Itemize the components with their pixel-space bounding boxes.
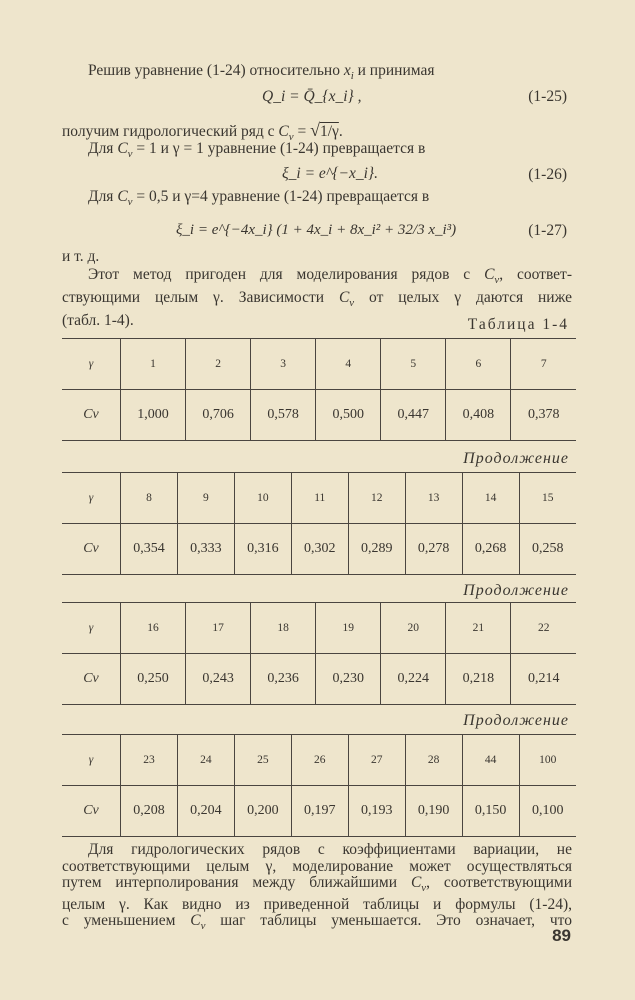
paragraph-cv1: Для $C_v = 1$ и γ = 1 уравнение (1-24) превращается в <box>88 140 426 161</box>
gamma-cell: 11 <box>291 473 348 524</box>
gamma-cell: 10 <box>234 473 291 524</box>
gamma-cell: 25 <box>234 735 291 786</box>
cv-row <box>62 524 576 575</box>
gamma-cell: 16 <box>121 603 186 654</box>
gamma-cell: 24 <box>177 735 234 786</box>
gamma-cell: 13 <box>405 473 462 524</box>
paragraph-method: Этот метод пригоден для моделирования рядов с $C_v$, соответ- ствующими целым γ. Зависимости $C_v$ от целых γ даются ниже (табл. 1-4). <box>62 266 572 330</box>
cv-cell: 0,578 <box>251 390 316 441</box>
cv-cell: 0,500 <box>316 390 381 441</box>
gamma-cell: 22 <box>511 603 576 654</box>
cv-cell: 0,193 <box>348 786 405 837</box>
table-part-2 <box>62 472 576 575</box>
paragraph-etc: и т. д. <box>62 248 100 265</box>
cv-cell: 0,218 <box>446 654 511 705</box>
paragraph-cv05: Для $C_v = 0,5$ и γ=4 уравнение (1-24) превращается в <box>88 188 430 209</box>
table-part-3 <box>62 602 576 705</box>
gamma-cell: 18 <box>251 603 316 654</box>
gamma-row <box>62 339 576 390</box>
gamma-cell: 44 <box>462 735 519 786</box>
equation-number: (1-27) <box>528 222 567 239</box>
gamma-cell: 9 <box>177 473 234 524</box>
cv-cell: 0,230 <box>316 654 381 705</box>
gamma-cell: 1 <box>121 339 186 390</box>
gamma-cell: 15 <box>519 473 576 524</box>
paragraph-intro: Решив уравнение (1-24) относительно $x_i$ и принимая <box>88 62 435 83</box>
gamma-cell: 4 <box>316 339 381 390</box>
cv-cell: 0,706 <box>186 390 251 441</box>
cv-cell: 0,200 <box>234 786 291 837</box>
gamma-cell: 14 <box>462 473 519 524</box>
cv-cell: 0,190 <box>405 786 462 837</box>
row-label: γ <box>62 735 121 786</box>
gamma-cell: 7 <box>511 339 576 390</box>
equation-1-26: ξ_i = e^{−x_i}. <box>282 165 378 182</box>
gamma-row <box>62 473 576 524</box>
cv-cell: 0,197 <box>291 786 348 837</box>
cv-cell: 0,289 <box>348 524 405 575</box>
table-caption: Таблица 1-4 <box>467 316 569 333</box>
row-label: γ <box>62 473 121 524</box>
row-label: γ <box>62 339 121 390</box>
continuation-label: Продолжение <box>463 582 569 599</box>
cv-cell: 0,268 <box>462 524 519 575</box>
paragraph-result: получим гидрологический ряд с $C_v = √1/\gamma$. <box>62 120 343 144</box>
cv-cell: 1,000 <box>121 390 186 441</box>
cv-cell: 0,447 <box>381 390 446 441</box>
gamma-cell: 20 <box>381 603 446 654</box>
cv-cell: 0,316 <box>234 524 291 575</box>
cv-cell: 0,302 <box>291 524 348 575</box>
cv-cell: 0,100 <box>519 786 576 837</box>
page-number: 89 <box>552 926 571 945</box>
equation-number: (1-25) <box>528 88 567 105</box>
row-label: Cv <box>62 654 121 705</box>
gamma-cell: 5 <box>381 339 446 390</box>
gamma-cell: 6 <box>446 339 511 390</box>
cv-cell: 0,333 <box>177 524 234 575</box>
cv-cell: 0,354 <box>121 524 178 575</box>
cv-cell: 0,250 <box>121 654 186 705</box>
continuation-label: Продолжение <box>463 712 569 729</box>
cv-cell: 0,408 <box>446 390 511 441</box>
gamma-cell: 19 <box>316 603 381 654</box>
cv-cell: 0,278 <box>405 524 462 575</box>
cv-cell: 0,258 <box>519 524 576 575</box>
paragraph-interpolation: Для гидрологических рядов с коэффициентами вариации, не соответствующими целым γ, моделирование может осуществляться путем интерполирования между ближайшими $C_v$, соответствующими целым γ. Как видно из приведенной таблицы и формулы (1-24), с уменьшением $C_v$ шаг таблицы уменьшается. Это означает, что <box>62 841 572 933</box>
table-part-1 <box>62 338 576 441</box>
row-label: Cv <box>62 390 121 441</box>
gamma-row <box>62 735 576 786</box>
gamma-cell: 17 <box>186 603 251 654</box>
cv-cell: 0,204 <box>177 786 234 837</box>
equation-1-25: Q_i = Q̄_{x_i} , <box>262 88 362 105</box>
continuation-label: Продолжение <box>463 450 569 467</box>
gamma-cell: 28 <box>405 735 462 786</box>
gamma-cell: 3 <box>251 339 316 390</box>
cv-row <box>62 654 576 705</box>
cv-cell: 0,224 <box>381 654 446 705</box>
gamma-cell: 26 <box>291 735 348 786</box>
equation-number: (1-26) <box>528 166 567 183</box>
gamma-cell: 27 <box>348 735 405 786</box>
cv-row <box>62 390 576 441</box>
gamma-cell: 2 <box>186 339 251 390</box>
gamma-cell: 21 <box>446 603 511 654</box>
row-label: γ <box>62 603 121 654</box>
gamma-row <box>62 603 576 654</box>
gamma-cell: 23 <box>121 735 178 786</box>
cv-cell: 0,208 <box>121 786 178 837</box>
cv-cell: 0,236 <box>251 654 316 705</box>
equation-1-27: ξ_i = e^{−4x_i} (1 + 4x_i + 8x_i² + 32/3 x_i³) <box>176 222 457 238</box>
gamma-cell: 100 <box>519 735 576 786</box>
cv-cell: 0,378 <box>511 390 576 441</box>
table-part-4 <box>62 734 576 837</box>
gamma-cell: 8 <box>121 473 178 524</box>
cv-cell: 0,150 <box>462 786 519 837</box>
gamma-cell: 12 <box>348 473 405 524</box>
cv-cell: 0,243 <box>186 654 251 705</box>
cv-row <box>62 786 576 837</box>
row-label: Cv <box>62 524 121 575</box>
cv-cell: 0,214 <box>511 654 576 705</box>
row-label: Cv <box>62 786 121 837</box>
